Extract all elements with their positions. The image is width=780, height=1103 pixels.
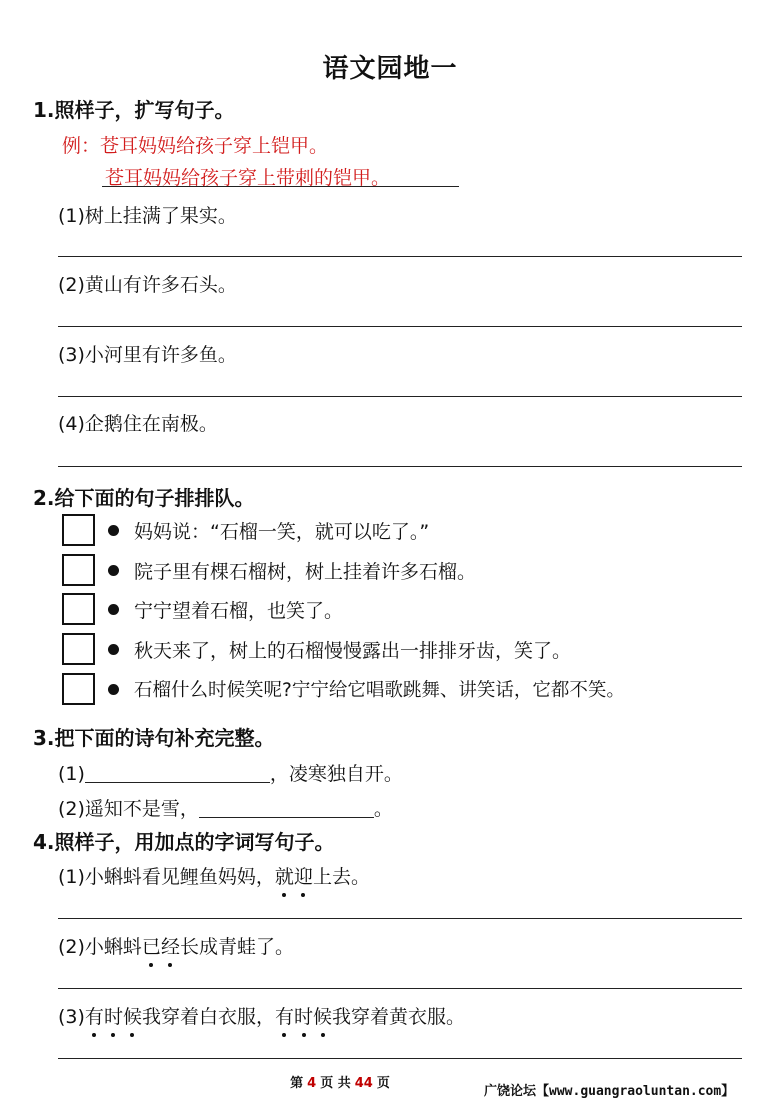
site-credit bbox=[484, 1080, 734, 1099]
total-pages: 44 bbox=[354, 1076, 373, 1091]
expand-item-2: (2)黄山有许多石头。 bbox=[58, 274, 237, 296]
poem-blank-1[interactable] bbox=[85, 762, 270, 783]
poem-line-1-suffix: ，凌寒独自开。 bbox=[269, 763, 403, 785]
expand-item-1: (1)树上挂满了果实。 bbox=[58, 205, 237, 227]
item-text: 我穿着白衣服， bbox=[141, 1006, 275, 1028]
page-label: 页 bbox=[376, 1076, 390, 1091]
bullet-icon bbox=[108, 684, 119, 695]
answer-line[interactable] bbox=[58, 396, 742, 397]
site-url: 【www.guangraoluntan.com】 bbox=[536, 1084, 735, 1099]
sentence-3: 宁宁望着石榴，也笑了。 bbox=[134, 600, 344, 622]
sentence-item-3 bbox=[58, 1002, 465, 1029]
answer-line[interactable] bbox=[58, 918, 742, 919]
item-text: 上去。 bbox=[312, 866, 370, 888]
dotted-char: 候 bbox=[313, 1002, 332, 1029]
order-box[interactable] bbox=[62, 633, 95, 665]
section-3-heading: 3.把下面的诗句补充完整。 bbox=[33, 726, 275, 750]
dotted-char: 已 bbox=[142, 932, 161, 959]
bullet-icon bbox=[108, 604, 119, 615]
example-line-1 bbox=[62, 131, 328, 158]
item-text: 我穿着黄衣服。 bbox=[332, 1006, 466, 1028]
expand-item-4: (4)企鹅住在南极。 bbox=[58, 413, 218, 435]
poem-line-1-prefix: (1) bbox=[58, 763, 85, 785]
sentence-2: 院子里有棵石榴树，树上挂着许多石榴。 bbox=[134, 561, 477, 583]
order-box[interactable] bbox=[62, 554, 95, 586]
poem-line-2-prefix: (2)遥知不是雪， bbox=[58, 798, 199, 820]
answer-line[interactable] bbox=[58, 326, 742, 327]
section-2-heading: 2.给下面的句子排排队。 bbox=[33, 486, 255, 510]
current-page: 4 bbox=[307, 1076, 317, 1091]
example-prefix: 例： bbox=[62, 135, 101, 157]
bullet-icon bbox=[108, 565, 119, 576]
poem-line-2 bbox=[58, 794, 393, 821]
answer-line[interactable] bbox=[58, 466, 742, 467]
sentence-5: 石榴什么时候笑呢?宁宁给它唱歌跳舞、讲笑话，它都不笑。 bbox=[134, 680, 625, 701]
order-box[interactable] bbox=[62, 593, 95, 625]
section-4-heading: 4.照样子，用加点的字词写句子。 bbox=[33, 830, 335, 854]
item-text: 长成青蛙了。 bbox=[179, 936, 294, 958]
dotted-char: 有 bbox=[85, 1002, 104, 1029]
site-name: 广饶论坛 bbox=[484, 1084, 537, 1099]
dotted-char: 时 bbox=[294, 1002, 313, 1029]
sentence-item-2 bbox=[58, 932, 294, 959]
section-1-heading: 1.照样子，扩写句子。 bbox=[33, 98, 235, 122]
item-text: (3) bbox=[58, 1006, 85, 1028]
bullet-icon bbox=[108, 525, 119, 536]
answer-line[interactable] bbox=[58, 988, 742, 989]
order-box[interactable] bbox=[62, 514, 95, 546]
dotted-char: 就 bbox=[275, 862, 294, 889]
expand-item-3: (3)小河里有许多鱼。 bbox=[58, 344, 237, 366]
page-title: 语文园地一 bbox=[322, 54, 458, 84]
item-text: (1)小蝌蚪看见鲤鱼妈妈， bbox=[58, 866, 275, 888]
order-box[interactable] bbox=[62, 673, 95, 705]
bullet-icon bbox=[108, 644, 119, 655]
example-original: 苍耳妈妈给孩子穿上铠甲。 bbox=[100, 135, 329, 157]
poem-line-1 bbox=[58, 759, 403, 786]
dotted-char: 经 bbox=[161, 932, 180, 959]
dotted-char: 迎 bbox=[294, 862, 313, 889]
page-label: 页 共 bbox=[320, 1076, 351, 1091]
sentence-1: 妈妈说：“石榴一笑，就可以吃了。” bbox=[134, 521, 430, 543]
dotted-char: 有 bbox=[275, 1002, 294, 1029]
dotted-char: 候 bbox=[123, 1002, 142, 1029]
sentence-item-1 bbox=[58, 862, 370, 889]
answer-line[interactable] bbox=[58, 256, 742, 257]
example-expanded: 苍耳妈妈给孩子穿上带刺的铠甲。 bbox=[105, 167, 391, 189]
example-underline bbox=[102, 186, 459, 187]
item-text: (2)小蝌蚪 bbox=[58, 936, 142, 958]
sentence-4: 秋天来了，树上的石榴慢慢露出一排排牙齿，笑了。 bbox=[134, 640, 572, 662]
dotted-char: 时 bbox=[104, 1002, 123, 1029]
poem-blank-2[interactable] bbox=[199, 797, 374, 818]
poem-line-2-suffix: 。 bbox=[373, 798, 393, 820]
answer-line[interactable] bbox=[58, 1058, 742, 1059]
page-label: 第 bbox=[290, 1076, 304, 1091]
